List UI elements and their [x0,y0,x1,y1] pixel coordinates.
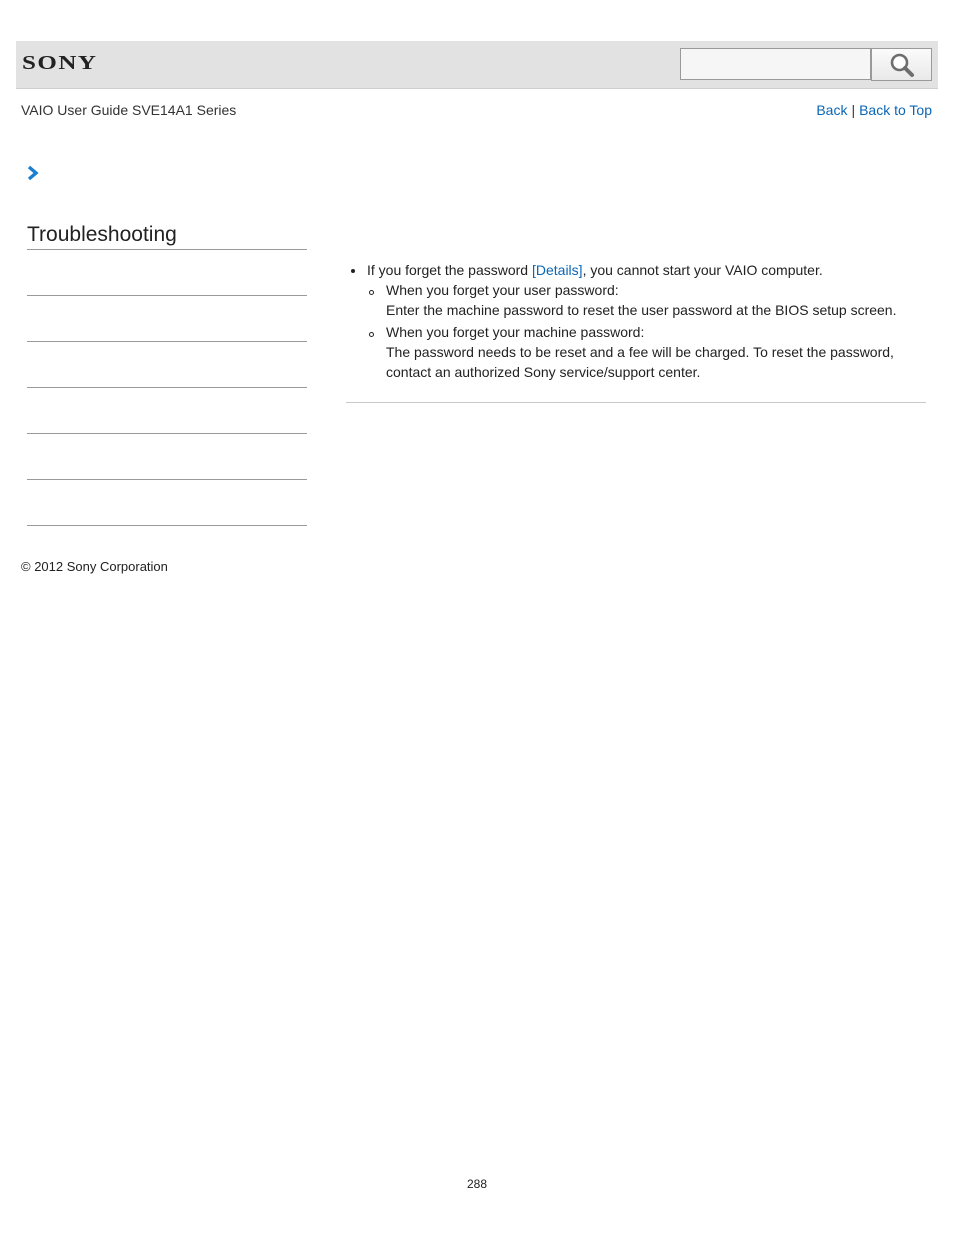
sidebar-item[interactable] [27,480,307,526]
sony-logo: SONY [22,52,98,75]
page-number: 288 [466,1177,488,1191]
chevron-right-icon [26,165,40,181]
magnifier-icon [889,52,915,78]
sidebar-item[interactable] [27,388,307,434]
bullet-list [346,260,926,382]
sidebar-title: Troubleshooting [27,222,307,250]
main-content [346,260,926,384]
circle-bullet-icon [369,290,374,295]
guide-title: VAIO User Guide SVE14A1 Series [21,102,237,118]
back-to-top-link[interactable]: Back to Top [859,102,932,118]
sub-item-title: When you forget your user password: [386,282,619,298]
sub-list-item [367,322,926,382]
back-link[interactable]: Back [816,102,848,118]
list-item [346,260,926,382]
search-input[interactable] [680,48,871,80]
bullet-text-suffix: , you cannot start your VAIO computer. [582,262,823,278]
nav-links [816,102,932,118]
content-divider [346,402,926,403]
bullet-text-prefix: If you forget the password [367,262,532,278]
sub-item-text: The password needs to be reset and a fee will be charged. To reset the password, contact an authorized Sony service/support center. [386,344,894,380]
sidebar-item[interactable] [27,434,307,480]
sidebar-item[interactable] [27,250,307,296]
bullet-icon [351,269,355,273]
sidebar-item[interactable] [27,296,307,342]
circle-bullet-icon [369,332,374,337]
sub-item-text: Enter the machine password to reset the user password at the BIOS setup screen. [386,302,897,318]
sub-list [367,280,926,382]
details-link[interactable]: [Details] [531,262,583,278]
sidebar-item[interactable] [27,342,307,388]
copyright: © 2012 Sony Corporation [21,559,168,574]
sidebar [27,222,307,526]
header-bar [16,41,938,89]
search-button[interactable] [871,48,932,81]
nav-separator: | [851,102,856,118]
sub-item-title: When you forget your machine password: [386,324,645,340]
sub-list-item [367,280,926,320]
